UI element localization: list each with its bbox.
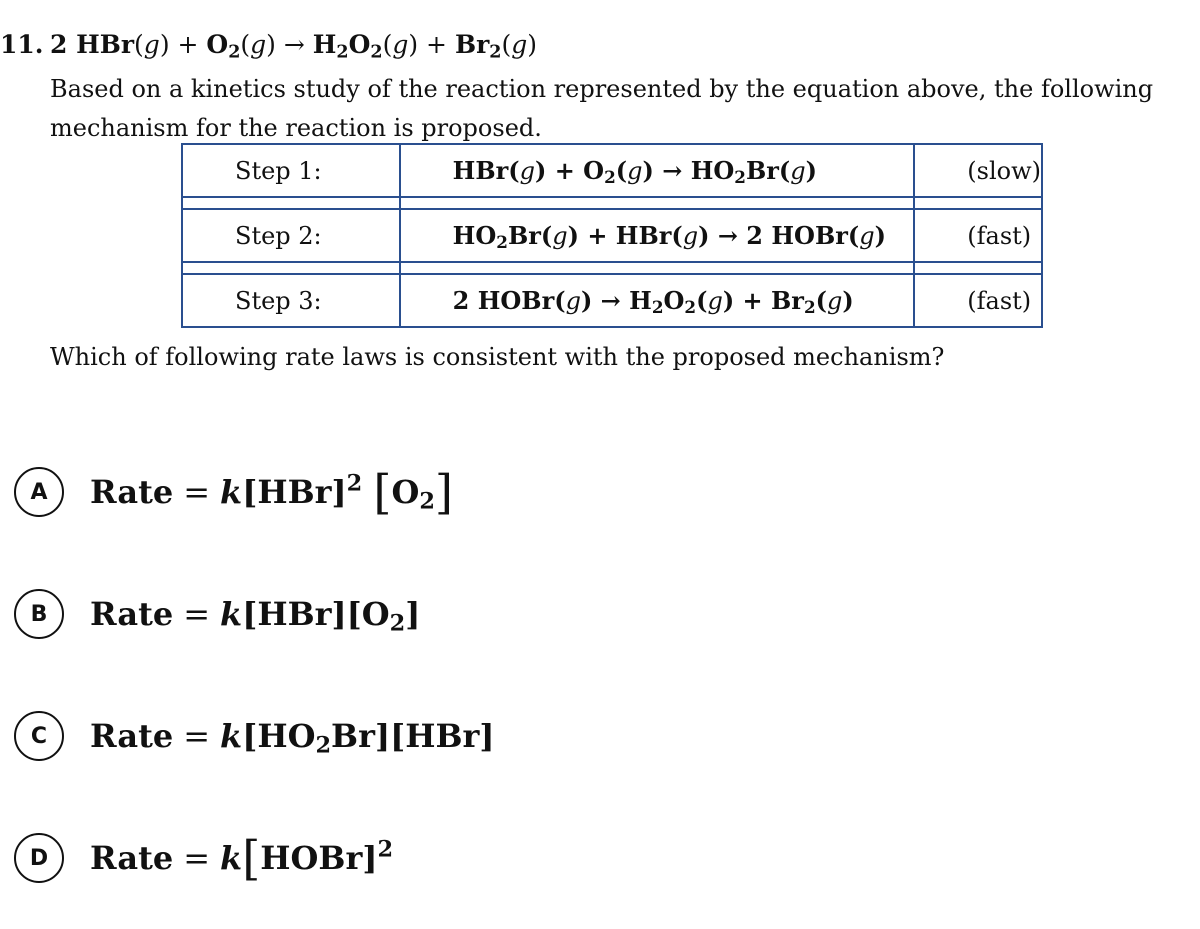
step-rate: (fast) [914,209,1042,262]
choice-b-bubble[interactable]: B [14,589,64,639]
mechanism-step-3 [182,274,1042,327]
rate-constant: k [220,839,243,877]
mechanism-step-2 [182,209,1042,262]
step-reaction: $HO_2Br(g) + HBr(g) \to 2$ HOBr(g) [400,209,915,262]
step-rate: (slow) [914,144,1042,197]
choice-a-bubble[interactable]: A [14,467,64,517]
rate-constant: k [220,473,243,511]
step-reaction: $HBr(g) + O_2(g) \to HO_2Br(g)$ [400,144,915,197]
choice-d-bubble[interactable]: D [14,833,64,883]
choice-a[interactable] [14,465,454,520]
question-number: 11. [0,30,44,59]
step-rate: (fast) [914,274,1042,327]
rate-word: Rate [90,839,174,877]
step-reaction: 2 HOBr(g) → $H_2O_2(g) + Br_2(g)$ [400,274,915,327]
step-label: Step 3: [182,274,400,327]
choice-c-bubble[interactable]: C [14,711,64,761]
step-label: Step 1: [182,144,400,197]
choice-c[interactable] [14,711,495,761]
mechanism-table [181,143,1043,328]
rate-constant: k [220,595,243,633]
step-label: Step 2: [182,209,400,262]
choice-c-expression: Rate = $k[HO_2Br][HBr]$ [90,717,495,759]
rate-word: Rate [90,717,174,755]
rate-word: Rate [90,473,174,511]
rate-word: Rate [90,595,174,633]
choice-d[interactable] [14,831,394,886]
mechanism-step-1 [182,144,1042,197]
choice-a-expression: Rate = k[HBr]$^2$ $[O_2]$ [90,465,454,520]
table-spacer-row [182,262,1042,274]
choice-b[interactable] [14,589,420,639]
choice-d-expression: Rate = k[HOBr]$^2$ [90,831,394,886]
rate-constant: k [220,717,243,755]
question-intro: Based on a kinetics study of the reaction represented by the equation above, the following mechanism for the reaction is proposed. [50,75,1154,142]
table-spacer-row [182,197,1042,209]
overall-equation: 2 $HBr(g) + O_2(g) \to H_2O_2(g) + Br_2(g)$ [50,30,537,63]
question-prompt: Which of following rate laws is consistent with the proposed mechanism? [50,343,945,371]
choice-b-expression: Rate = $k[HBr][O_2]$ [90,595,421,637]
